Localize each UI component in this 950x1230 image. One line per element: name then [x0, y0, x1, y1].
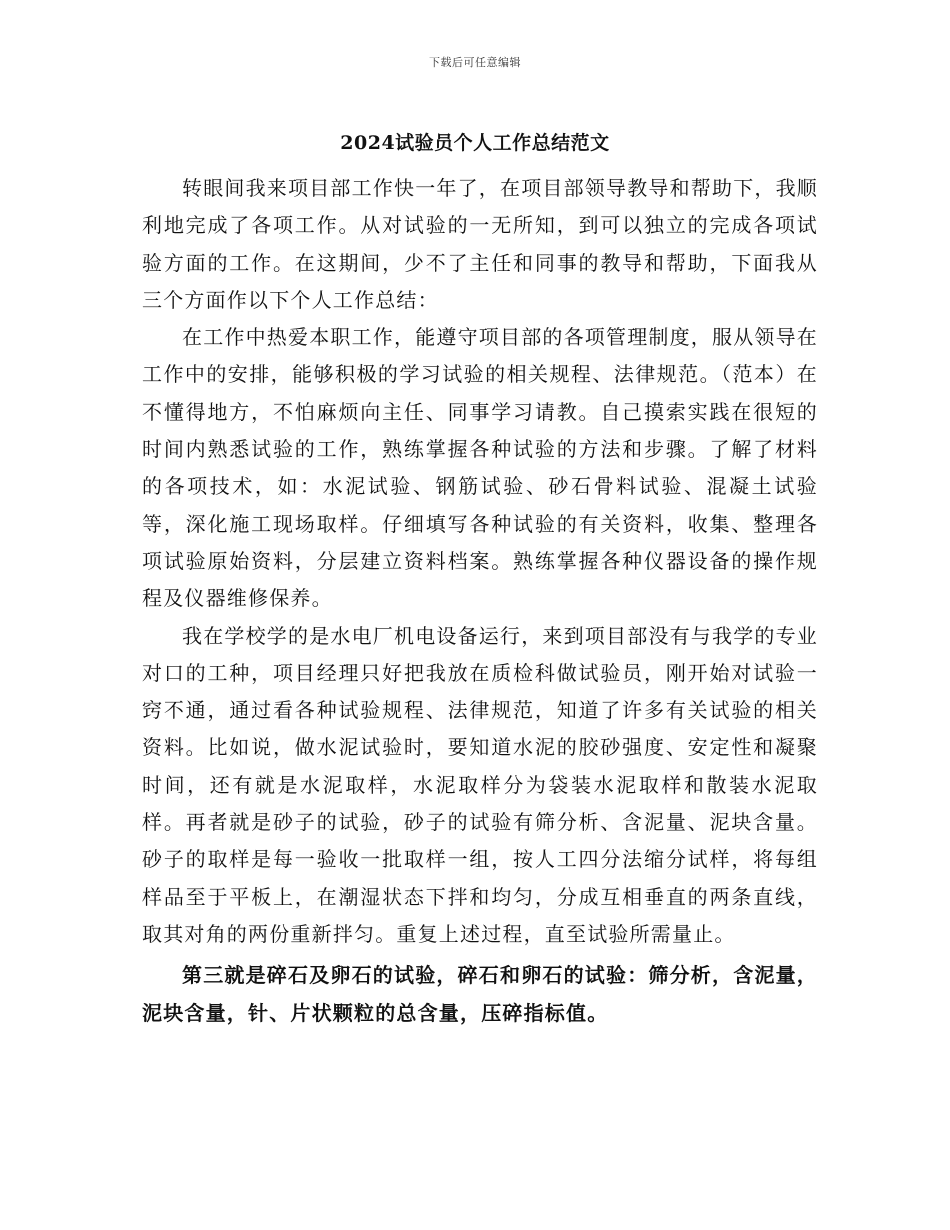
paragraph-learning-tests: 我在学校学的是水电厂机电设备运行，来到项目部没有与我学的专业对口的工种，项目经理只好把我放在质检科做试验员，刚开始对试验一窍不通，通过看各种试验规程、法律规范，知道了许多有关试验的相关资料。比如说，做水泥试验时，要知道水泥的胶砂强度、安定性和凝聚时间，还有就是水泥取样，水泥取样分为袋装水泥取样和散装水泥取样。再者就是砂子的试验，砂子的试验有筛分析、含泥量、泥块含量。砂子的取样是每一验收一批取样一组，按人工四分法缩分试样，将每组样品至于平板上，在潮湿状态下拌和均匀，分成互相垂直的两条直线，取其对角的两份重新拌匀。重复上述过程，直至试验所需量止。 — [142, 623, 818, 946]
paragraph-work-attitude: 在工作中热爱本职工作，能遵守项目部的各项管理制度，服从领导在工作中的安排，能够积极的学习试验的相关规程、法律规范。（范本）在不懂得地方，不怕麻烦向主任、同事学习请教。自己摸索实践在很短的时间内熟悉试验的工作，熟练掌握各种试验的方法和步骤。了解了材料的各项技术，如：水泥试验、钢筋试验、砂石骨料试验、混凝土试验等，深化施工现场取样。仔细填写各种试验的有关资料，收集、整理各项试验原始资料，分层建立资料档案。熟练掌握各种仪器设备的操作规程及仪器维修保养。 — [142, 325, 818, 611]
document-body — [142, 170, 818, 1032]
header-note: 下载后可任意编辑 — [429, 56, 521, 69]
paragraph-gravel-tests: 第三就是碎石及卵石的试验，碎石和卵石的试验：筛分析，含泥量，泥块含量，针、片状颗粒的总含量，压碎指标值。 — [142, 963, 818, 1025]
document-title: 2024试验员个人工作总结范文 — [340, 132, 610, 154]
paragraph-intro: 转眼间我来项目部工作快一年了，在项目部领导教导和帮助下，我顺利地完成了各项工作。从对试验的一无所知，到可以独立的完成各项试验方面的工作。在这期间，少不了主任和同事的教导和帮助，下面我从三个方面作以下个人工作总结： — [142, 176, 818, 312]
